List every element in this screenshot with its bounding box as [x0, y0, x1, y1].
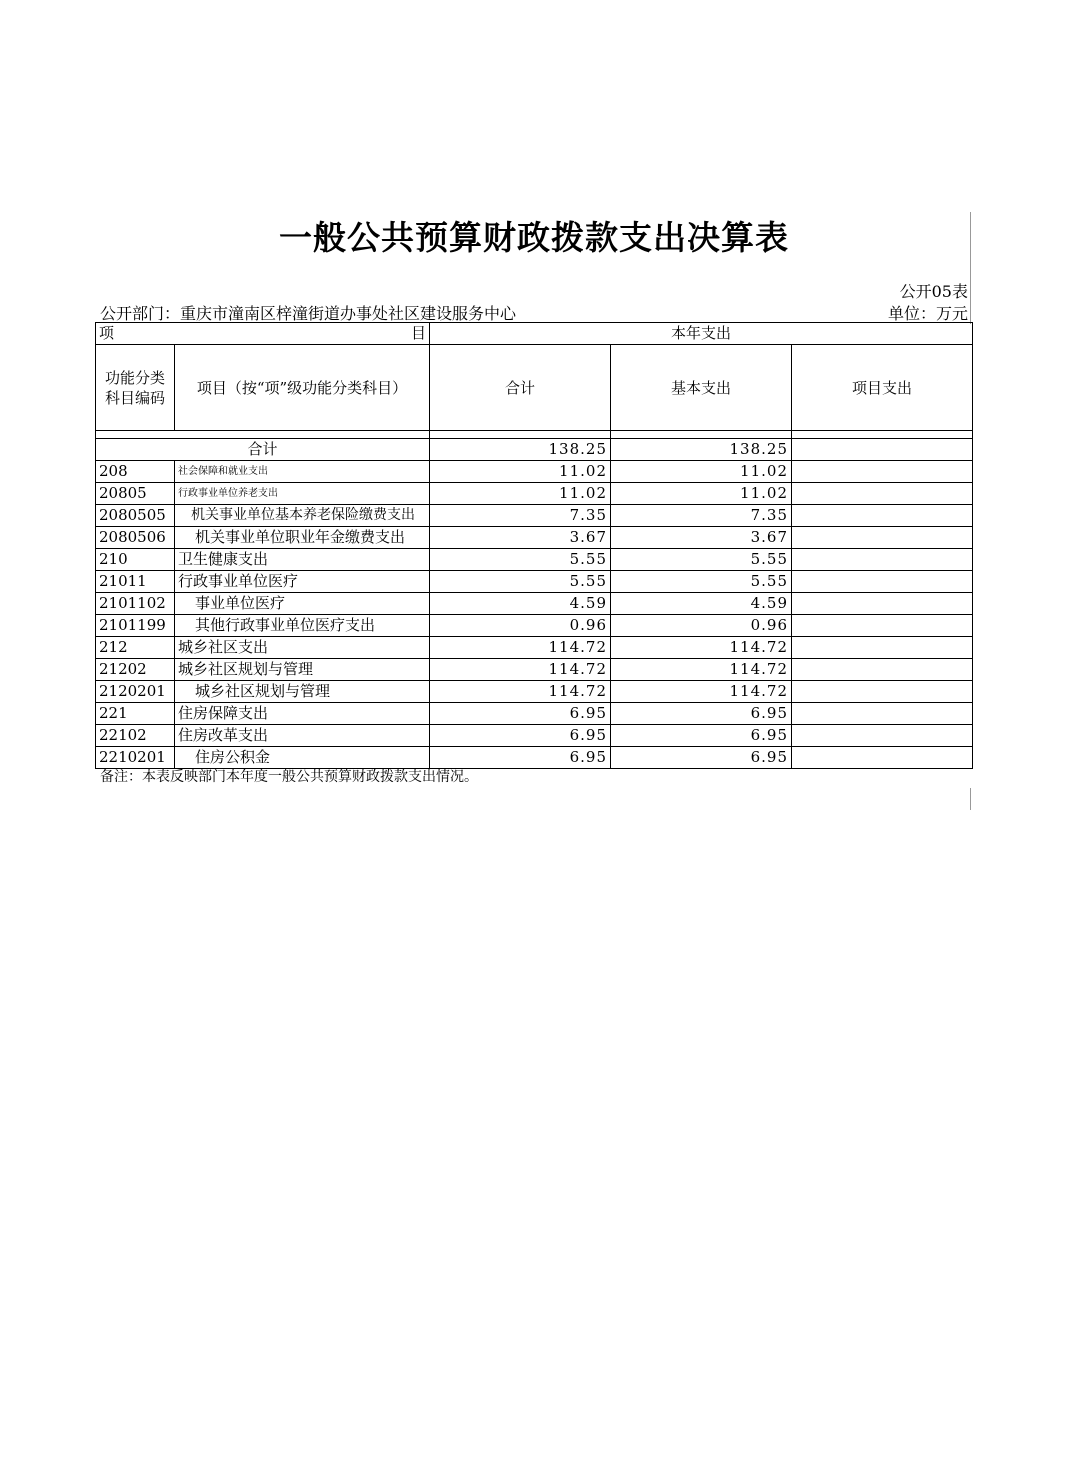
- row-code: 212: [96, 637, 175, 659]
- row-basic: 6.95: [611, 747, 792, 769]
- total-amount: 138.25: [430, 439, 611, 461]
- row-code: 20805: [96, 483, 175, 505]
- row-name: 其他行政事业单位医疗支出: [175, 615, 430, 637]
- row-project: [792, 637, 973, 659]
- department-label: 公开部门：重庆市潼南区梓潼街道办事处社区建设服务中心: [100, 304, 517, 323]
- row-code: 221: [96, 703, 175, 725]
- total-row: [96, 439, 973, 461]
- row-code: 2210201: [96, 747, 175, 769]
- row-code: 22102: [96, 725, 175, 747]
- row-total: 4.59: [430, 593, 611, 615]
- row-basic: 0.96: [611, 615, 792, 637]
- total-project: [792, 439, 973, 461]
- table-row: [96, 637, 973, 659]
- row-project: [792, 461, 973, 483]
- total-basic: 138.25: [611, 439, 792, 461]
- row-project: [792, 725, 973, 747]
- row-name: 城乡社区规划与管理: [175, 659, 430, 681]
- table-row: [96, 549, 973, 571]
- table-row: [96, 527, 973, 549]
- row-total: 114.72: [430, 637, 611, 659]
- row-project: [792, 505, 973, 527]
- row-total: 5.55: [430, 549, 611, 571]
- row-name: 住房改革支出: [175, 725, 430, 747]
- page-title: 一般公共预算财政拨款支出决算表: [279, 218, 789, 257]
- row-code: 21011: [96, 571, 175, 593]
- row-name: 行政事业单位医疗: [175, 571, 430, 593]
- footnote: 备注：本表反映部门本年度一般公共预算财政拨款支出情况。: [100, 769, 478, 785]
- row-name: 城乡社区支出: [175, 637, 430, 659]
- row-total: 7.35: [430, 505, 611, 527]
- total-label: 合计: [96, 439, 430, 461]
- row-code: 208: [96, 461, 175, 483]
- header-basic: 基本支出: [611, 345, 792, 431]
- row-code: 210: [96, 549, 175, 571]
- row-total: 6.95: [430, 703, 611, 725]
- row-total: 11.02: [430, 461, 611, 483]
- row-basic: 11.02: [611, 461, 792, 483]
- unit-label: 单位：万元: [887, 304, 968, 323]
- row-basic: 3.67: [611, 527, 792, 549]
- row-name: 住房保障支出: [175, 703, 430, 725]
- row-code: 2080506: [96, 527, 175, 549]
- header-row-2: [96, 345, 973, 431]
- row-basic: 6.95: [611, 725, 792, 747]
- row-name: 卫生健康支出: [175, 549, 430, 571]
- row-total: 6.95: [430, 747, 611, 769]
- row-total: 3.67: [430, 527, 611, 549]
- row-project: [792, 527, 973, 549]
- row-name: 住房公积金: [175, 747, 430, 769]
- header-project: 项目支出: [792, 345, 973, 431]
- header-code: 功能分类科目编码: [96, 345, 175, 431]
- row-total: 114.72: [430, 659, 611, 681]
- row-name: 机关事业单位基本养老保险缴费支出: [175, 505, 430, 527]
- row-total: 5.55: [430, 571, 611, 593]
- table-row: [96, 593, 973, 615]
- row-project: [792, 483, 973, 505]
- page-edge-rule: [970, 212, 971, 324]
- table-row: [96, 615, 973, 637]
- row-basic: 4.59: [611, 593, 792, 615]
- row-basic: 114.72: [611, 681, 792, 703]
- header-total: 合计: [430, 345, 611, 431]
- table-row: [96, 571, 973, 593]
- row-project: [792, 681, 973, 703]
- row-basic: 114.72: [611, 637, 792, 659]
- row-basic: 7.35: [611, 505, 792, 527]
- row-name: 事业单位医疗: [175, 593, 430, 615]
- row-code: 2080505: [96, 505, 175, 527]
- row-project: [792, 747, 973, 769]
- row-code: 21202: [96, 659, 175, 681]
- row-project: [792, 659, 973, 681]
- table-row: [96, 725, 973, 747]
- table-row: [96, 505, 973, 527]
- row-project: [792, 615, 973, 637]
- header-item-right: 目: [410, 324, 426, 342]
- row-code: 2101199: [96, 615, 175, 637]
- row-basic: 114.72: [611, 659, 792, 681]
- row-project: [792, 703, 973, 725]
- row-project: [792, 593, 973, 615]
- table-row: [96, 483, 973, 505]
- row-name: 城乡社区规划与管理: [175, 681, 430, 703]
- row-basic: 6.95: [611, 703, 792, 725]
- row-name: 行政事业单位养老支出: [175, 483, 430, 505]
- header-row-1: [96, 323, 973, 345]
- form-number: 公开05表: [899, 282, 968, 301]
- table-row: [96, 659, 973, 681]
- table-row: [96, 461, 973, 483]
- header-current-year: 本年支出: [430, 323, 973, 345]
- header-item-cell: [96, 323, 430, 345]
- row-name: 社会保障和就业支出: [175, 461, 430, 483]
- table-row: [96, 703, 973, 725]
- expenditure-table: [95, 322, 973, 769]
- row-code: 2120201: [96, 681, 175, 703]
- row-project: [792, 571, 973, 593]
- row-project: [792, 549, 973, 571]
- table-row: [96, 681, 973, 703]
- row-total: 6.95: [430, 725, 611, 747]
- row-basic: 5.55: [611, 571, 792, 593]
- header-item-left: 项: [99, 324, 115, 342]
- row-name: 机关事业单位职业年金缴费支出: [175, 527, 430, 549]
- row-code: 2101102: [96, 593, 175, 615]
- row-total: 114.72: [430, 681, 611, 703]
- header-name: 项目（按“项”级功能分类科目）: [175, 345, 430, 431]
- row-basic: 5.55: [611, 549, 792, 571]
- header-gap-row: [96, 431, 973, 439]
- page-edge-rule-lower: [970, 788, 971, 810]
- row-total: 11.02: [430, 483, 611, 505]
- row-basic: 11.02: [611, 483, 792, 505]
- row-total: 0.96: [430, 615, 611, 637]
